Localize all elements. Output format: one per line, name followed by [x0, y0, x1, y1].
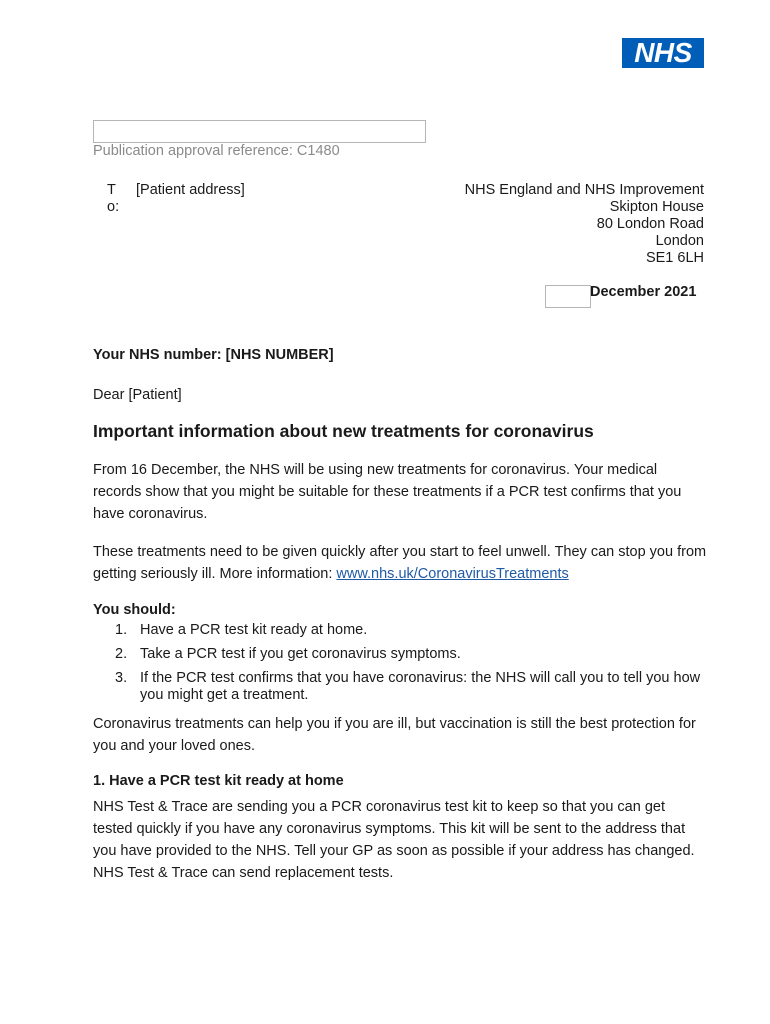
list-item-text: If the PCR test confirms that you have coronavirus: the NHS will call you to tell you how you might get a treatment.: [140, 670, 701, 703]
sender-line: 80 London Road: [596, 216, 704, 232]
list-item-number: 3.: [115, 670, 128, 686]
to-label: To:: [107, 182, 120, 215]
reference-field[interactable]: [93, 120, 426, 143]
letter-date: December 2021: [590, 284, 697, 300]
sender-line: Skipton House: [609, 199, 704, 215]
list-item-text: Have a PCR test kit ready at home.: [140, 622, 368, 638]
list-item-number: 2.: [115, 646, 128, 662]
intro-paragraph: From 16 December, the NHS will be using new treatments for coronavirus. Your medical records show that you might be suitable for these treatments if a PCR test confirms that you have coronavirus.: [93, 462, 682, 522]
salutation: Dear [Patient]: [93, 387, 182, 403]
publication-reference: Publication approval reference: C1480: [93, 143, 340, 159]
sender-address: [465, 182, 704, 267]
section-1-title: 1. Have a PCR test kit ready at home: [93, 773, 344, 789]
list-item-text: Take a PCR test if you get coronavirus symptoms.: [140, 646, 461, 662]
section-1-paragraph: NHS Test & Trace are sending you a PCR coronavirus test kit to keep so that you can get tested quickly if you have any coronavirus symptoms. This kit will be sent to the address that you have provided to the NHS. Tell your GP as soon as possible if your address has changed. NHS Test & Trace can send replacement tests.: [93, 799, 695, 881]
nhs-logo: NHS: [622, 38, 704, 68]
vaccination-paragraph: Coronavirus treatments can help you if you are ill, but vaccination is still the best protection for you and your loved ones.: [93, 716, 696, 754]
treatments-paragraph: [93, 541, 708, 585]
list-item: [93, 622, 708, 639]
nhs-number: Your NHS number: [NHS NUMBER]: [93, 347, 334, 363]
patient-address: [Patient address]: [136, 182, 245, 198]
list-item: [93, 646, 708, 663]
you-should-title: You should:: [93, 602, 176, 618]
treatments-text: These treatments need to be given quickly after you start to feel unwell. They can stop you from getting seriously ill. More information:: [93, 544, 707, 582]
list-item: [93, 670, 708, 704]
steps-list: [93, 622, 708, 711]
sender-line: London: [655, 233, 704, 249]
list-item-number: 1.: [115, 622, 128, 638]
letter-heading: Important information about new treatments for coronavirus: [93, 421, 594, 441]
more-info-link[interactable]: www.nhs.uk/CoronavirusTreatments: [336, 566, 569, 582]
date-day-field[interactable]: [545, 285, 591, 308]
sender-line: NHS England and NHS Improvement: [464, 182, 704, 198]
sender-line: SE1 6LH: [645, 250, 704, 266]
